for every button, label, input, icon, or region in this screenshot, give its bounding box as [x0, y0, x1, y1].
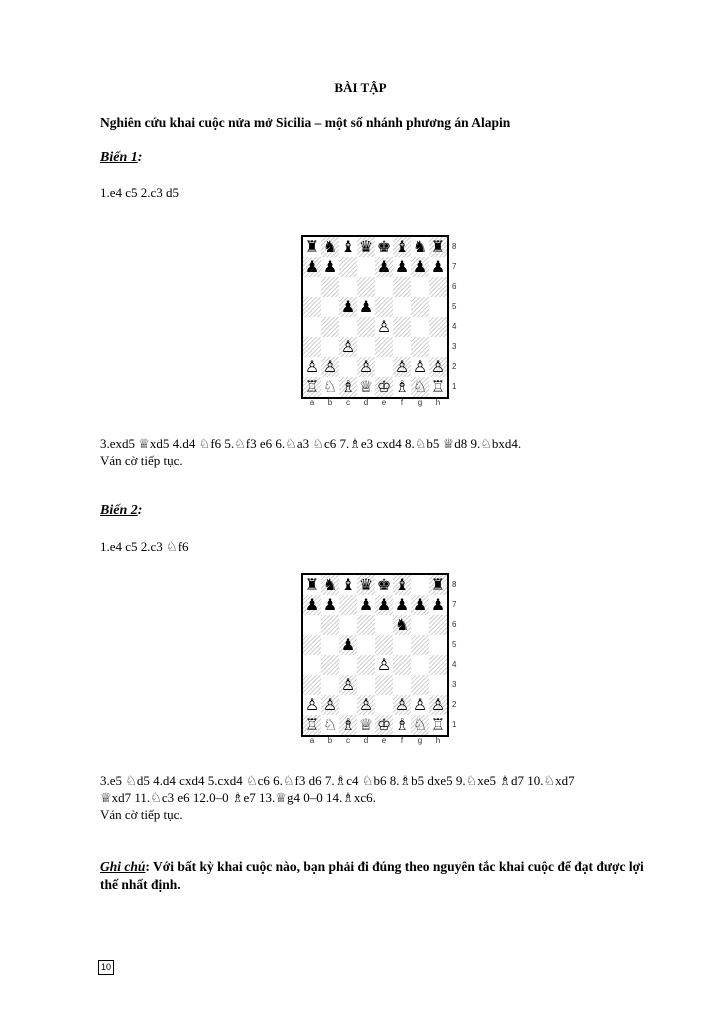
file-label: c: [346, 736, 350, 745]
board-square-a5: [303, 635, 321, 655]
file-labels: [303, 398, 447, 407]
board-square-e6: [375, 615, 393, 635]
chess-piece-icon: ♞: [394, 615, 410, 634]
board-square-c6: [339, 615, 357, 635]
board-square-f2: [393, 357, 411, 377]
board-square-a2: [303, 357, 321, 377]
board-square-e5: [375, 297, 393, 317]
chess-piece-icon: ♖: [430, 377, 446, 396]
board-square-d3: [357, 675, 375, 695]
board-square-c3: [339, 675, 357, 695]
file-label: h: [435, 398, 441, 407]
board-square-b5: [321, 635, 339, 655]
board-square-f1: [393, 715, 411, 735]
chess-piece-icon: ♟: [430, 595, 446, 614]
file-labels: [303, 736, 447, 745]
chess-piece-icon: ♙: [430, 357, 446, 376]
chess-piece-icon: ♙: [304, 357, 320, 376]
chess-piece-icon: ♕: [358, 715, 374, 734]
board-square-g5: [411, 635, 429, 655]
chess-piece-icon: ♟: [394, 257, 410, 276]
chess-piece-icon: ♙: [322, 695, 338, 714]
file-label: d: [363, 398, 369, 407]
board-square-a8: [303, 237, 321, 257]
rank-labels: [452, 575, 462, 735]
file-label: e: [381, 736, 387, 745]
rank-label: 5: [452, 640, 457, 649]
board-square-c3: [339, 337, 357, 357]
board-square-g4: [411, 655, 429, 675]
board-square-g6: [411, 615, 429, 635]
board-square-d8: [357, 575, 375, 595]
board-square-d2: [357, 357, 375, 377]
chess-piece-icon: ♛: [358, 237, 374, 256]
board-square-d2: [357, 695, 375, 715]
chess-piece-icon: ♙: [412, 695, 428, 714]
board-square-b3: [321, 337, 339, 357]
variation-2-heading: Biến 2:: [100, 503, 143, 518]
variation-1-continuation: [100, 435, 521, 452]
board-square-b7: [321, 595, 339, 615]
board-square-f8: [393, 575, 411, 595]
note-label: Ghi chú: [100, 859, 146, 874]
board-square-b2: [321, 357, 339, 377]
chess-piece-icon: ♙: [394, 357, 410, 376]
board-square-g2: [411, 695, 429, 715]
board-square-e8: [375, 237, 393, 257]
chess-piece-icon: ♟: [430, 257, 446, 276]
chess-piece-icon: ♚: [376, 575, 392, 594]
chess-piece-icon: ♟: [358, 297, 374, 316]
chess-piece-icon: ♖: [430, 715, 446, 734]
chess-piece-icon: ♝: [394, 575, 410, 594]
board-square-g8: [411, 575, 429, 595]
chess-piece-icon: ♜: [430, 575, 446, 594]
board-square-b6: [321, 277, 339, 297]
chess-piece-icon: ♝: [340, 237, 356, 256]
board-square-h1: [429, 715, 447, 735]
board-square-g8: [411, 237, 429, 257]
board-square-e3: [375, 675, 393, 695]
board-square-c1: [339, 715, 357, 735]
board-square-a6: [303, 615, 321, 635]
board-square-c5: [339, 297, 357, 317]
board-square-e7: [375, 595, 393, 615]
rank-label: 2: [452, 700, 457, 709]
chess-piece-icon: ♘: [322, 715, 338, 734]
chess-piece-icon: ♟: [340, 297, 356, 316]
board-square-e1: [375, 715, 393, 735]
board-square-h3: [429, 675, 447, 695]
variation-2-intro-moves: 1.e4 c5 2.c3 ♘f6: [100, 539, 189, 554]
board-square-a4: [303, 317, 321, 337]
board-square-b4: [321, 317, 339, 337]
rank-label: 3: [452, 680, 457, 689]
chess-piece-icon: ♙: [358, 357, 374, 376]
board-square-h2: [429, 357, 447, 377]
board-square-h1: [429, 377, 447, 397]
board-square-f2: [393, 695, 411, 715]
chess-piece-icon: ♙: [412, 357, 428, 376]
chess-piece-icon: ♙: [376, 317, 392, 336]
board-square-d6: [357, 277, 375, 297]
rank-label: 3: [452, 342, 457, 351]
board-square-h4: [429, 655, 447, 675]
board-square-c4: [339, 655, 357, 675]
board-square-c1: [339, 377, 357, 397]
board-square-g6: [411, 277, 429, 297]
board-square-h6: [429, 277, 447, 297]
file-label: c: [346, 398, 350, 407]
chess-piece-icon: ♝: [340, 575, 356, 594]
board-square-h5: [429, 635, 447, 655]
chess-piece-icon: ♚: [376, 237, 392, 256]
chess-piece-icon: ♙: [358, 695, 374, 714]
rank-label: 7: [452, 262, 457, 271]
board-square-c6: [339, 277, 357, 297]
board-square-b8: [321, 575, 339, 595]
chess-piece-icon: ♙: [376, 655, 392, 674]
chess-piece-icon: ♕: [358, 377, 374, 396]
move-line: ♕xd7 11.♘c3 e6 12.0–0 ♗e7 13.♕g4 0–0 14.♗xc6.: [100, 790, 376, 805]
board-square-e6: [375, 277, 393, 297]
board-square-d4: [357, 317, 375, 337]
chess-piece-icon: ♙: [394, 695, 410, 714]
board-square-c8: [339, 575, 357, 595]
variation-2-continuation: [100, 772, 575, 806]
board-square-c2: [339, 357, 357, 377]
variation-1-intro-moves: 1.e4 c5 2.c3 d5: [100, 185, 180, 200]
chess-piece-icon: ♗: [394, 377, 410, 396]
chess-piece-icon: ♗: [340, 715, 356, 734]
board-square-c5: [339, 635, 357, 655]
board-square-g7: [411, 257, 429, 277]
board-square-a6: [303, 277, 321, 297]
board-square-e7: [375, 257, 393, 277]
board-square-b6: [321, 615, 339, 635]
chess-piece-icon: ♞: [322, 237, 338, 256]
board-square-a5: [303, 297, 321, 317]
chess-piece-icon: ♔: [376, 715, 392, 734]
chess-piece-icon: ♛: [358, 575, 374, 594]
chess-piece-icon: ♟: [394, 595, 410, 614]
board-square-b4: [321, 655, 339, 675]
board-square-f8: [393, 237, 411, 257]
board-square-h2: [429, 695, 447, 715]
file-label: f: [400, 398, 404, 407]
chess-piece-icon: ♟: [412, 595, 428, 614]
file-label: a: [309, 736, 315, 745]
board-square-e2: [375, 695, 393, 715]
rank-label: 1: [452, 382, 457, 391]
board-square-a1: [303, 377, 321, 397]
board-square-g5: [411, 297, 429, 317]
page-title: BÀI TẬP: [334, 80, 387, 95]
file-label: e: [381, 398, 387, 407]
board-square-f6: [393, 615, 411, 635]
file-label: d: [363, 736, 369, 745]
move-line: 3.e5 ♘d5 4.d4 cxd4 5.cxd4 ♘c6 6.♘f3 d6 7.♗c4 ♘b6 8.♗b5 dxe5 9.♘xe5 ♗d7 10.♘xd7: [100, 773, 575, 788]
chessboard: [301, 235, 449, 399]
board-square-d7: [357, 595, 375, 615]
variation-1-heading: Biến 1:: [100, 150, 143, 165]
board-square-a2: [303, 695, 321, 715]
chess-piece-icon: ♗: [394, 715, 410, 734]
board-square-h6: [429, 615, 447, 635]
chess-piece-icon: ♟: [304, 257, 320, 276]
board-square-f5: [393, 635, 411, 655]
rank-label: 1: [452, 720, 457, 729]
board-square-b1: [321, 715, 339, 735]
board-square-e8: [375, 575, 393, 595]
board-square-d6: [357, 615, 375, 635]
chess-piece-icon: ♜: [304, 575, 320, 594]
board-square-f6: [393, 277, 411, 297]
board-square-a7: [303, 257, 321, 277]
chess-piece-icon: ♟: [376, 257, 392, 276]
board-square-e4: [375, 317, 393, 337]
board-square-a1: [303, 715, 321, 735]
file-label: f: [400, 736, 404, 745]
variation-2-conclusion: Ván cờ tiếp tục.: [100, 807, 183, 822]
chess-piece-icon: ♟: [412, 257, 428, 276]
chess-piece-icon: ♘: [412, 377, 428, 396]
file-label: a: [309, 398, 315, 407]
chess-piece-icon: ♟: [358, 595, 374, 614]
board-square-b2: [321, 695, 339, 715]
rank-label: 5: [452, 302, 457, 311]
chess-piece-icon: ♞: [412, 237, 428, 256]
chess-piece-icon: ♝: [394, 237, 410, 256]
board-square-g2: [411, 357, 429, 377]
file-label: b: [327, 736, 333, 745]
board-square-g1: [411, 377, 429, 397]
rank-labels: [452, 237, 462, 397]
chess-piece-icon: ♟: [322, 257, 338, 276]
board-square-b3: [321, 675, 339, 695]
chess-piece-icon: ♙: [322, 357, 338, 376]
board-square-d8: [357, 237, 375, 257]
rank-label: 7: [452, 600, 457, 609]
chess-piece-icon: ♟: [340, 635, 356, 654]
board-square-f3: [393, 337, 411, 357]
chess-piece-icon: ♟: [304, 595, 320, 614]
board-square-d1: [357, 377, 375, 397]
board-square-c8: [339, 237, 357, 257]
chess-piece-icon: ♙: [430, 695, 446, 714]
board-square-h7: [429, 257, 447, 277]
page-number: 10: [98, 960, 114, 975]
rank-label: 6: [452, 282, 457, 291]
board-square-g3: [411, 337, 429, 357]
board-square-f5: [393, 297, 411, 317]
rank-label: 2: [452, 362, 457, 371]
page-subtitle: Nghiên cứu khai cuộc nửa mở Sicilia – một số nhánh phương án Alapin: [100, 115, 511, 130]
board-square-f7: [393, 595, 411, 615]
board-square-e3: [375, 337, 393, 357]
file-label: g: [417, 736, 423, 745]
board-square-h8: [429, 575, 447, 595]
board-square-h7: [429, 595, 447, 615]
board-square-a4: [303, 655, 321, 675]
board-square-h5: [429, 297, 447, 317]
rank-label: 8: [452, 242, 457, 251]
board-square-d1: [357, 715, 375, 735]
chess-piece-icon: ♙: [304, 695, 320, 714]
board-square-a3: [303, 675, 321, 695]
rank-label: 8: [452, 580, 457, 589]
chess-piece-icon: ♟: [376, 595, 392, 614]
board-square-f7: [393, 257, 411, 277]
board-square-d7: [357, 257, 375, 277]
board-square-f4: [393, 655, 411, 675]
chess-piece-icon: ♟: [322, 595, 338, 614]
chess-piece-icon: ♙: [340, 337, 356, 356]
board-square-b8: [321, 237, 339, 257]
board-square-a7: [303, 595, 321, 615]
chess-piece-icon: ♜: [430, 237, 446, 256]
board-square-c7: [339, 257, 357, 277]
chess-piece-icon: ♖: [304, 377, 320, 396]
board-square-h8: [429, 237, 447, 257]
board-square-d3: [357, 337, 375, 357]
rank-label: 6: [452, 620, 457, 629]
move-line: 3.exd5 ♕xd5 4.d4 ♘f6 5.♘f3 e6 6.♘a3 ♘c6 7.♗e3 cxd4 8.♘b5 ♕d8 9.♘bxd4.: [100, 436, 522, 451]
board-square-e2: [375, 357, 393, 377]
board-square-d4: [357, 655, 375, 675]
board-square-f3: [393, 675, 411, 695]
chess-piece-icon: ♜: [304, 237, 320, 256]
board-square-f4: [393, 317, 411, 337]
board-square-a8: [303, 575, 321, 595]
variation-1-conclusion: Ván cờ tiếp tục.: [100, 453, 183, 468]
board-square-a3: [303, 337, 321, 357]
chess-piece-icon: ♙: [340, 675, 356, 694]
board-square-g7: [411, 595, 429, 615]
board-square-e5: [375, 635, 393, 655]
board-square-g1: [411, 715, 429, 735]
board-square-c7: [339, 595, 357, 615]
board-square-e1: [375, 377, 393, 397]
board-square-f1: [393, 377, 411, 397]
board-square-b5: [321, 297, 339, 317]
file-label: g: [417, 398, 423, 407]
rank-label: 4: [452, 322, 457, 331]
chess-piece-icon: ♘: [412, 715, 428, 734]
file-label: h: [435, 736, 441, 745]
board-square-c4: [339, 317, 357, 337]
board-square-g3: [411, 675, 429, 695]
chess-piece-icon: ♞: [322, 575, 338, 594]
note-text: : Với bất kỳ khai cuộc nào, bạn phải đi đúng theo nguyên tắc khai cuộc để đạt được lợi thế nhất định.: [100, 859, 644, 892]
chessboard: [301, 573, 449, 737]
chess-piece-icon: ♖: [304, 715, 320, 734]
chess-piece-icon: ♗: [340, 377, 356, 396]
board-square-b7: [321, 257, 339, 277]
board-square-h4: [429, 317, 447, 337]
board-square-d5: [357, 297, 375, 317]
chess-piece-icon: ♘: [322, 377, 338, 396]
board-square-d5: [357, 635, 375, 655]
board-square-e4: [375, 655, 393, 675]
board-square-b1: [321, 377, 339, 397]
file-label: b: [327, 398, 333, 407]
board-square-g4: [411, 317, 429, 337]
chess-piece-icon: ♔: [376, 377, 392, 396]
board-square-h3: [429, 337, 447, 357]
note-paragraph: [100, 858, 660, 894]
rank-label: 4: [452, 660, 457, 669]
board-square-c2: [339, 695, 357, 715]
